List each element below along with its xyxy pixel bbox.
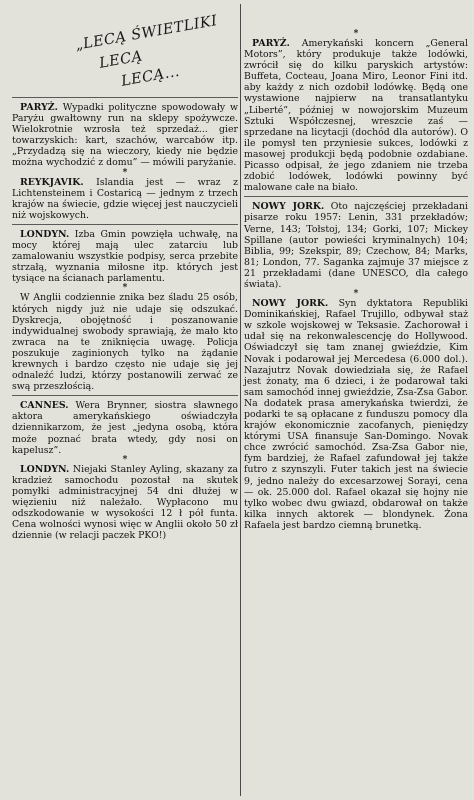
item-text: Islandia jest — wraz z Lichtensteinem i Costaricą — jednym z trzech krajów na świecie, gdzie więcej jest nauczycieli niż wojskowych. (12, 176, 238, 221)
headline (12, 0, 238, 94)
news-item-nowy-jork-1 (244, 201, 468, 290)
rule (12, 395, 238, 396)
item-text: W Anglii codziennie znika bez śladu 25 osób, których nigdy już nie udaje się odszukać. Dyskrecja, obojętność i poszanowanie indywidualnej swobody sprawiają, że mało kto zwraca na te zniknięcia uwagę. Policja poszukuje zaginionych tylko na żądanie krewnych i bardzo często nie udaje się jej odnaleźć ludzi, którzy postanowili zerwać ze swą przeszłością. (12, 292, 238, 393)
item-text: Niejaki Stanley Ayling, skazany za kradzież samochodu pozostał na skutek pomyłki administracyjnej 54 dni dłużej w więzieniu niż należało. Wypłacono mu odszkodowanie w wysokości 12 ł pół funta. Cena wolności wynosi więc w Anglii około 50 zł dziennie (w relacji paczek PKO!) (12, 463, 238, 542)
news-item-anglia (12, 292, 238, 392)
item-text: Wypadki polityczne spowodowały w Paryżu gwałtowny run na sklepy spożywcze. Wielokrotnie wzrosła też sprzedaż... gier towarzyskich: kart, szachów, warcabów itp. „Przydadzą się na wieczory, kiedy nie będzie można wychodzić z domu” — mówili paryżanie. (12, 102, 238, 169)
rule (244, 196, 468, 197)
item-city: NOWY JORK. (252, 201, 325, 213)
column-divider (240, 4, 241, 796)
headline-line-1: „LECĄ ŚWIETLIKI (74, 12, 219, 54)
news-item-paryz (12, 102, 238, 169)
right-column (244, 0, 468, 800)
news-item-londyn-1 (12, 229, 238, 284)
rule (12, 97, 238, 98)
item-city: PARYŻ. (252, 38, 290, 49)
rule (12, 224, 238, 225)
star-separator-icon: * (353, 289, 359, 300)
item-text: Amerykański koncern „General Motors”, który produkuje także lodówki, zwrócił się do kilku paryskich artystów: Buffeta, Cocteau, Joana Miro, Leonor Fini itd. aby każdy z nich ozdobił lodówkę. Będą one wystawione najpierw na transatlantyku „Liberté”, później w nowojorskim Muzeum Sztuki Współczesnej, wreszcie zaś — sprzedane na licytacji (dochód dla autorów). O ile pomysł ten przyniesie sukces, lodówki z masowej produkcji będą podobnie ozdabiane. Picasso odpisał, że jego zdaniem nie trzeba zdobić lodówek, lodówki powinny być malowane całe na biało. (244, 38, 468, 194)
news-item-paryz-general-motors (244, 38, 468, 193)
item-city: NOWY JORK. (252, 298, 329, 310)
star-separator-icon: * (122, 167, 128, 178)
item-city: CANNES. (20, 400, 69, 412)
item-text: Syn dyktatora Republiki Dominikańskiej, Rafael Trujillo, odbywał staż w szkole wojskowej w Teksasie. Zachorował i udał się na rekonwalescencję do Hollywood. Oświadczył się tam znanej gwieździe, Kim Novak i podarował jej Mercedesa (6.000 dol.). Nazajutrz Novak dowiedziała się, że Rafael jest żonaty, ma 6 dzieci, i że podarował taki sam samochód innej gwieździe, Zsa-Zsa Gabor. Na dodatek prasa amerykańska twierdzi, że podarki te są opłacane z funduszu pomocy dla krajów ekonomicznie zacofanych, pieniędzy którymi USA finansuje San-Domingo. Novak chce zwrócić samochód. Zsa-Zsa Gabor nie, fym bardziej, że Rafael zafundował jej także futro z szynszyli. Futer takich jest na świecie 9, jedno należy do excesarzowej Sorayi, cena — ok. 25.000 dol. Rafael okazał się hojny nie tylko wobec dwu gwiazd, obdarował on także kilka innych aktorek — blondynek. Żona Rafaela jest bardzo ciemną brunetką. (244, 298, 468, 531)
item-text: Wera Brynner, siostra sławnego aktora amerykańskiego oświadczyła dziennikarzom, że jest „jedyna osobą, która może poznać brata wtedy, gdy nosi on kapelusz”. (12, 400, 238, 456)
headline-line-3: LECĄ... (120, 63, 181, 90)
star-separator-icon: * (122, 454, 128, 465)
star-separator-icon: * (122, 283, 128, 294)
left-column (12, 0, 238, 800)
item-city: REYKJAVIK. (20, 176, 84, 188)
star-separator-icon: * (353, 29, 359, 39)
item-city: LONDYN. (20, 463, 70, 475)
item-text: Oto najczęściej przekładani pisarze roku 1957: Lenin, 331 przekładów; Verne, 143; Tołstoj, 134; Gorki, 107; Mickey Spillane (autor powieści kryminalnych) 104; Biblia, 99; Szekspir, 89; Czechow, 84; Marks, 81; London, 77. Saganka zajmuje 37 miejsce z 21 przekładami (dane UNESCO, dla całego świata). (244, 201, 468, 290)
item-city: PARYŻ. (20, 102, 58, 113)
headline-line-2: LECĄ (98, 48, 144, 72)
news-item-cannes (12, 400, 238, 455)
news-item-londyn-2 (12, 464, 238, 542)
item-city: LONDYN. (20, 228, 70, 240)
news-item-nowy-jork-2 (244, 298, 468, 531)
news-item-reykjavik (12, 177, 238, 221)
item-text: Izba Gmin powzięła uchwałę, na mocy której mają ulec zatarciu lub zamalowaniu wszystkie podpisy, serca przebite strzałą, wyznania miłosne itp. których jest tysiące na ścianach parlamentu. (12, 228, 238, 285)
